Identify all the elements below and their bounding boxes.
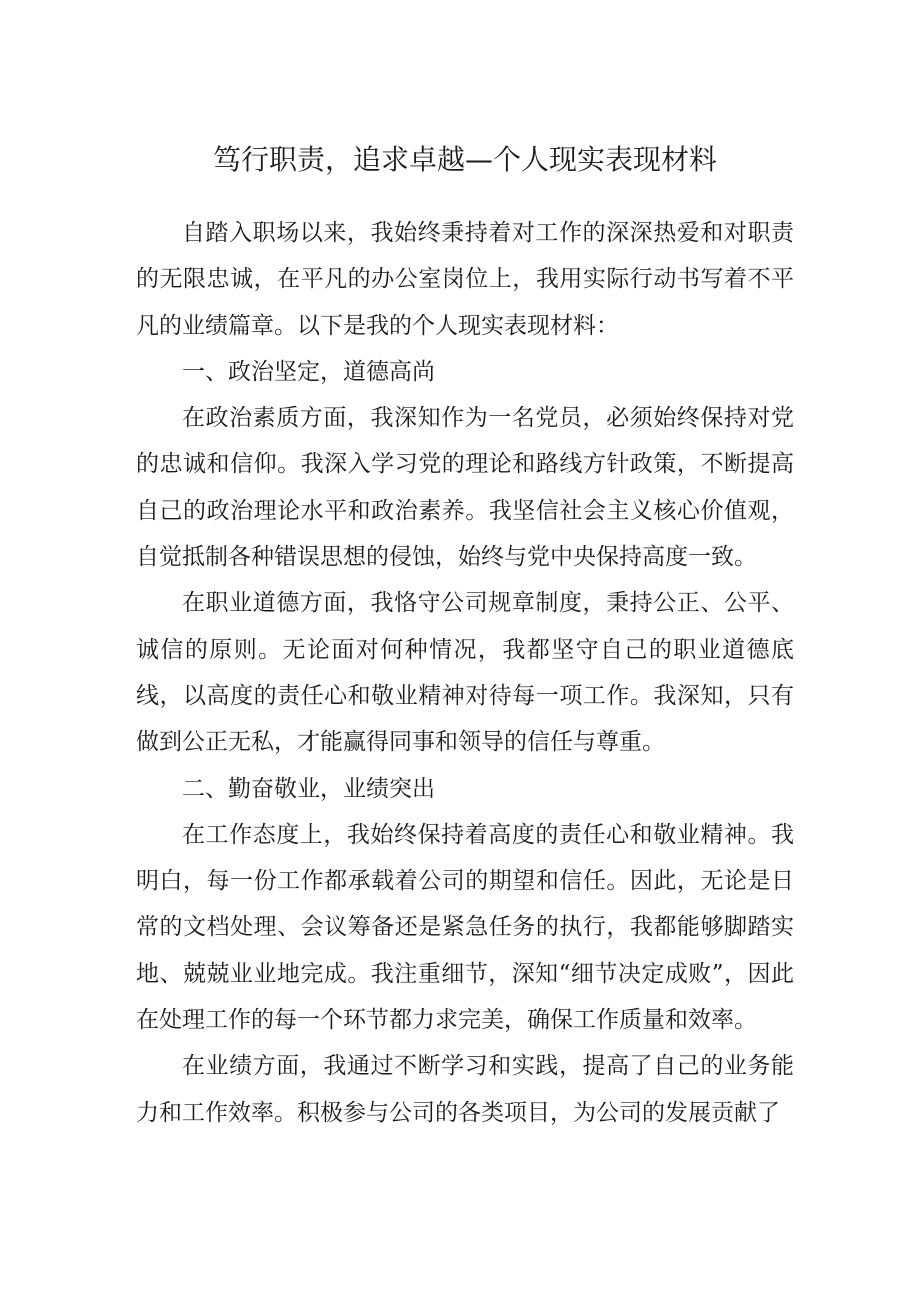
section1-paragraph-2: 在职业道德方面，我恪守公司规章制度，秉持公正、公平、诚信的原则。无论面对何种情况，我都坚守自己的职业道德底线，以高度的责任心和敬业精神对待每一项工作。我深知，只有做到公正无私，才能赢得同事和领导的信任与尊重。 bbox=[136, 590, 794, 756]
section-heading-1: 一、政治坚定，道德高尚 bbox=[182, 358, 435, 385]
document-body bbox=[136, 210, 794, 1136]
intro-paragraph: 自踏入职场以来，我始终秉持着对工作的深深热爱和对职责的无限忠诚，在平凡的办公室岗位上，我用实际行动书写着不平凡的业绩篇章。以下是我的个人现实表现材料： bbox=[136, 220, 794, 339]
section2-paragraph-1: 在工作态度上，我始终保持着高度的责任心和敬业精神。我明白，每一份工作都承载着公司的期望和信任。因此，无论是日常的文档处理、会议筹备还是紧急任务的执行，我都能够脚踏实地、兢兢业业地完成。我注重细节，深知“细节决定成败”，因此在处理工作的每一个环节都力求完美，确保工作质量和效率。 bbox=[136, 821, 794, 1034]
section-heading-2: 二、勤奋敬业，业绩突出 bbox=[182, 775, 435, 802]
document-title: 笃行职责，追求卓越—个人现实表现材料 bbox=[212, 143, 717, 176]
section2-paragraph-2: 在业绩方面，我通过不断学习和实践，提高了自己的业务能力和工作效率。积极参与公司的各类项目，为公司的发展贡献了 bbox=[136, 1053, 794, 1126]
section1-paragraph-1: 在政治素质方面，我深知作为一名党员，必须始终保持对党的忠诚和信仰。我深入学习党的理论和路线方针政策，不断提高自己的政治理论水平和政治素养。我坚信社会主义核心价值观，自觉抵制各种错误思想的侵蚀，始终与党中央保持高度一致。 bbox=[136, 405, 794, 571]
